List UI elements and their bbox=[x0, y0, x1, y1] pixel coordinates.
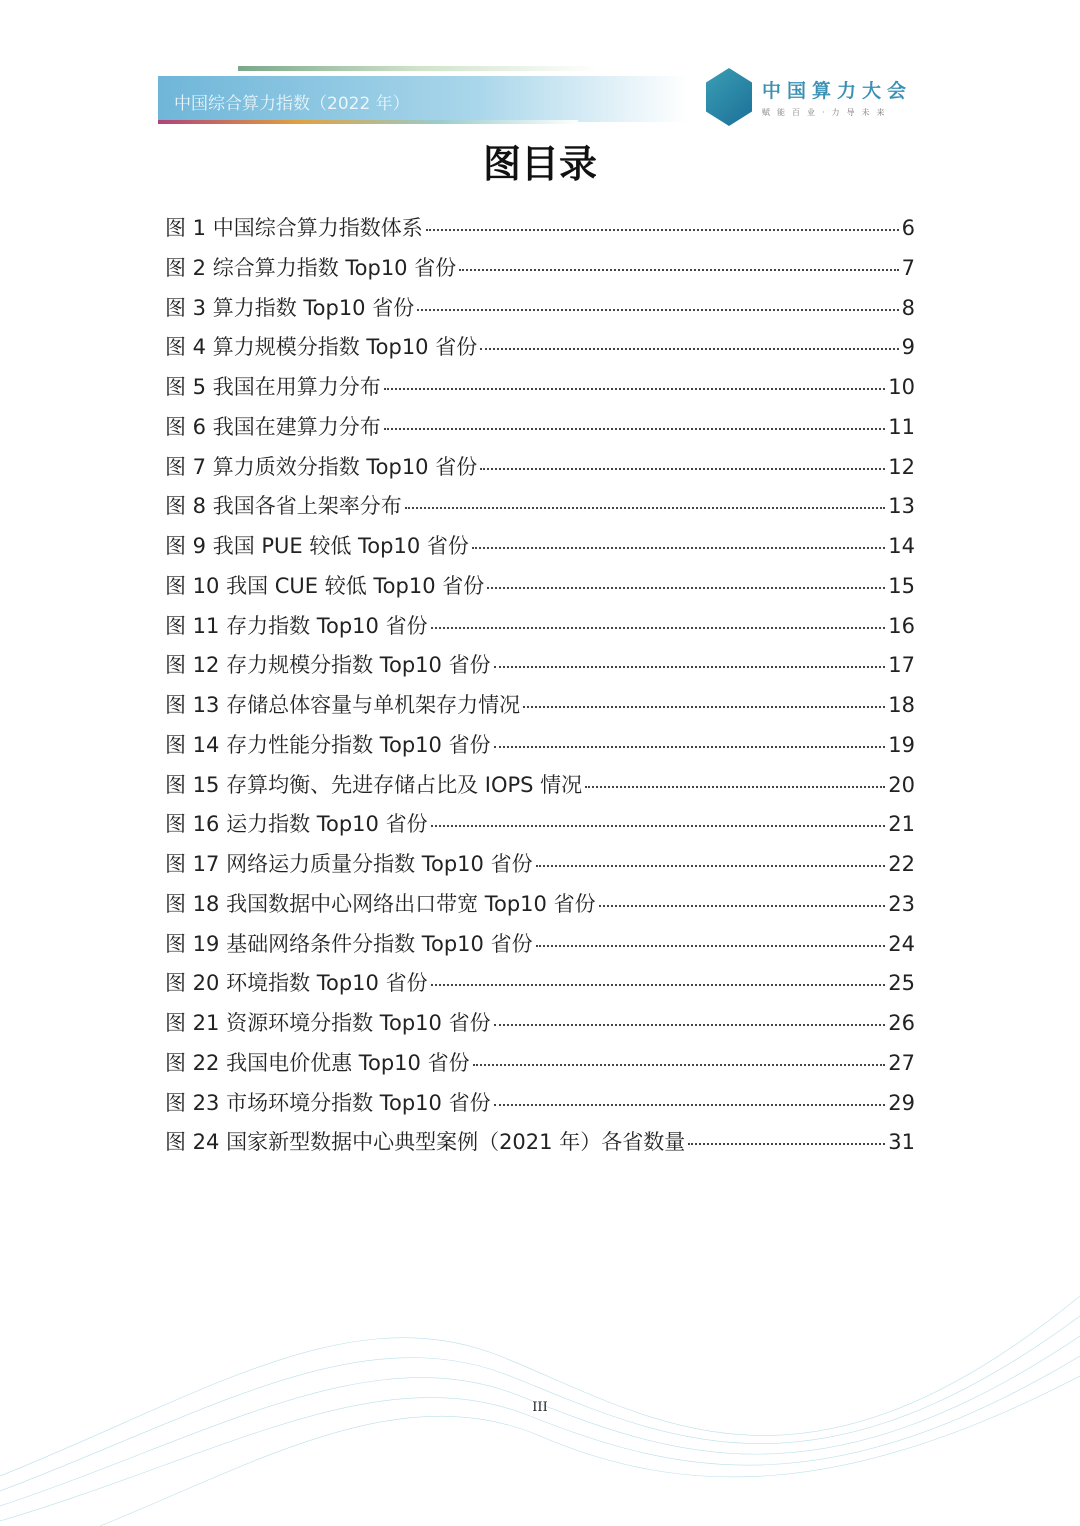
dot-leader bbox=[405, 507, 886, 509]
entry-page: 27 bbox=[888, 1050, 915, 1075]
toc-entry[interactable] bbox=[165, 808, 915, 848]
toc-entry[interactable] bbox=[165, 1087, 915, 1127]
entry-label: 图 17 网络运力质量分指数 Top10 省份 bbox=[165, 852, 533, 876]
toc-entry[interactable] bbox=[165, 331, 915, 371]
entry-page: 25 bbox=[888, 971, 915, 996]
dot-leader bbox=[536, 945, 886, 947]
dot-leader bbox=[431, 825, 886, 827]
header-underline bbox=[158, 120, 578, 124]
logo-title: 中国算力大会 bbox=[762, 80, 913, 102]
dot-leader bbox=[688, 1143, 885, 1145]
entry-page: 20 bbox=[888, 772, 915, 797]
entry-page: 17 bbox=[888, 653, 915, 678]
entry-label: 图 9 我国 PUE 较低 Top10 省份 bbox=[165, 534, 469, 558]
toc-entry[interactable] bbox=[165, 729, 915, 769]
dot-leader bbox=[431, 627, 886, 629]
entry-page: 15 bbox=[888, 573, 915, 598]
dot-leader bbox=[473, 1064, 886, 1066]
page-number: III bbox=[532, 1400, 548, 1415]
toc-entry[interactable] bbox=[165, 1007, 915, 1047]
entry-page: 11 bbox=[888, 414, 915, 439]
dot-leader bbox=[487, 587, 885, 589]
dot-leader bbox=[536, 865, 886, 867]
entry-page: 23 bbox=[888, 891, 915, 916]
toc-entry[interactable] bbox=[165, 928, 915, 968]
entry-page: 7 bbox=[901, 255, 915, 280]
toc-entry[interactable] bbox=[165, 610, 915, 650]
entry-label: 图 4 算力规模分指数 Top10 省份 bbox=[165, 335, 478, 360]
entry-label: 图 1 中国综合算力指数体系 bbox=[165, 216, 423, 240]
dot-leader bbox=[480, 348, 898, 350]
entry-label: 图 11 存力指数 Top10 省份 bbox=[165, 613, 428, 638]
entry-page: 29 bbox=[888, 1090, 915, 1115]
dot-leader bbox=[426, 229, 899, 231]
header-accent-bar bbox=[238, 66, 598, 71]
entry-page: 22 bbox=[888, 852, 915, 876]
entry-label: 图 21 资源环境分指数 Top10 省份 bbox=[165, 1011, 491, 1035]
toc-entry[interactable] bbox=[165, 848, 915, 888]
entry-page: 14 bbox=[888, 534, 915, 558]
banner-title: 中国综合算力指数（2022 年） bbox=[174, 94, 410, 114]
entry-label: 图 22 我国电价优惠 Top10 省份 bbox=[165, 1050, 470, 1075]
entry-page: 10 bbox=[888, 375, 915, 399]
toc-entry[interactable] bbox=[165, 570, 915, 610]
page-title: 图目录 bbox=[482, 142, 597, 186]
toc-entry[interactable] bbox=[165, 967, 915, 1007]
entry-page: 6 bbox=[901, 216, 915, 240]
figure-list bbox=[165, 212, 915, 1166]
entry-page: 21 bbox=[888, 812, 915, 837]
entry-label: 图 12 存力规模分指数 Top10 省份 bbox=[165, 653, 491, 678]
dot-leader bbox=[523, 706, 885, 708]
conference-logo bbox=[706, 68, 912, 126]
dot-leader bbox=[459, 269, 898, 271]
entry-label: 图 8 我国各省上架率分布 bbox=[165, 494, 402, 519]
toc-entry[interactable] bbox=[165, 292, 915, 332]
dot-leader bbox=[431, 984, 886, 986]
header-banner bbox=[158, 76, 688, 122]
entry-page: 9 bbox=[901, 335, 915, 360]
dot-leader bbox=[384, 388, 886, 390]
toc-entry[interactable] bbox=[165, 689, 915, 729]
toc-entry[interactable] bbox=[165, 649, 915, 689]
entry-label: 图 7 算力质效分指数 Top10 省份 bbox=[165, 454, 478, 479]
entry-page: 8 bbox=[901, 295, 915, 320]
toc-entry[interactable] bbox=[165, 888, 915, 928]
dot-leader bbox=[417, 309, 898, 311]
entry-label: 图 19 基础网络条件分指数 Top10 省份 bbox=[165, 931, 533, 956]
entry-label: 图 23 市场环境分指数 Top10 省份 bbox=[165, 1090, 491, 1115]
hexagon-logo-icon bbox=[706, 68, 752, 126]
entry-page: 12 bbox=[888, 454, 915, 479]
dot-leader bbox=[384, 428, 886, 430]
dot-leader bbox=[494, 746, 886, 748]
entry-label: 图 10 我国 CUE 较低 Top10 省份 bbox=[165, 573, 485, 598]
toc-entry[interactable] bbox=[165, 252, 915, 292]
entry-label: 图 14 存力性能分指数 Top10 省份 bbox=[165, 732, 491, 757]
dot-leader bbox=[494, 1024, 886, 1026]
entry-label: 图 24 国家新型数据中心典型案例（2021 年）各省数量 bbox=[165, 1130, 686, 1155]
entry-label: 图 5 我国在用算力分布 bbox=[165, 375, 381, 399]
toc-entry[interactable] bbox=[165, 411, 915, 451]
entry-label: 图 20 环境指数 Top10 省份 bbox=[165, 971, 428, 996]
entry-label: 图 16 运力指数 Top10 省份 bbox=[165, 812, 428, 837]
toc-entry[interactable] bbox=[165, 371, 915, 411]
entry-page: 24 bbox=[888, 931, 915, 956]
dot-leader bbox=[599, 905, 886, 907]
toc-entry[interactable] bbox=[165, 451, 915, 491]
entry-page: 13 bbox=[888, 494, 915, 519]
entry-label: 图 13 存储总体容量与单机架存力情况 bbox=[165, 693, 521, 717]
entry-label: 图 3 算力指数 Top10 省份 bbox=[165, 295, 415, 320]
toc-entry[interactable] bbox=[165, 212, 915, 252]
toc-entry[interactable] bbox=[165, 1126, 915, 1166]
toc-entry[interactable] bbox=[165, 530, 915, 570]
dot-leader bbox=[472, 547, 885, 549]
entry-label: 图 2 综合算力指数 Top10 省份 bbox=[165, 255, 457, 280]
entry-page: 16 bbox=[888, 613, 915, 638]
dot-leader bbox=[585, 786, 885, 788]
toc-entry[interactable] bbox=[165, 1047, 915, 1087]
dot-leader bbox=[494, 666, 886, 668]
entry-label: 图 6 我国在建算力分布 bbox=[165, 414, 381, 439]
entry-page: 26 bbox=[888, 1011, 915, 1035]
entry-page: 18 bbox=[888, 693, 915, 717]
toc-entry[interactable] bbox=[165, 490, 915, 530]
entry-label: 图 15 存算均衡、先进存储占比及 IOPS 情况 bbox=[165, 772, 583, 797]
dot-leader bbox=[494, 1104, 886, 1106]
logo-subtitle: 赋能百业·力导未来 bbox=[762, 108, 892, 117]
dot-leader bbox=[480, 468, 885, 470]
entry-label: 图 18 我国数据中心网络出口带宽 Top10 省份 bbox=[165, 891, 596, 916]
toc-entry[interactable] bbox=[165, 769, 915, 809]
entry-page: 19 bbox=[888, 732, 915, 757]
entry-page: 31 bbox=[888, 1130, 915, 1155]
